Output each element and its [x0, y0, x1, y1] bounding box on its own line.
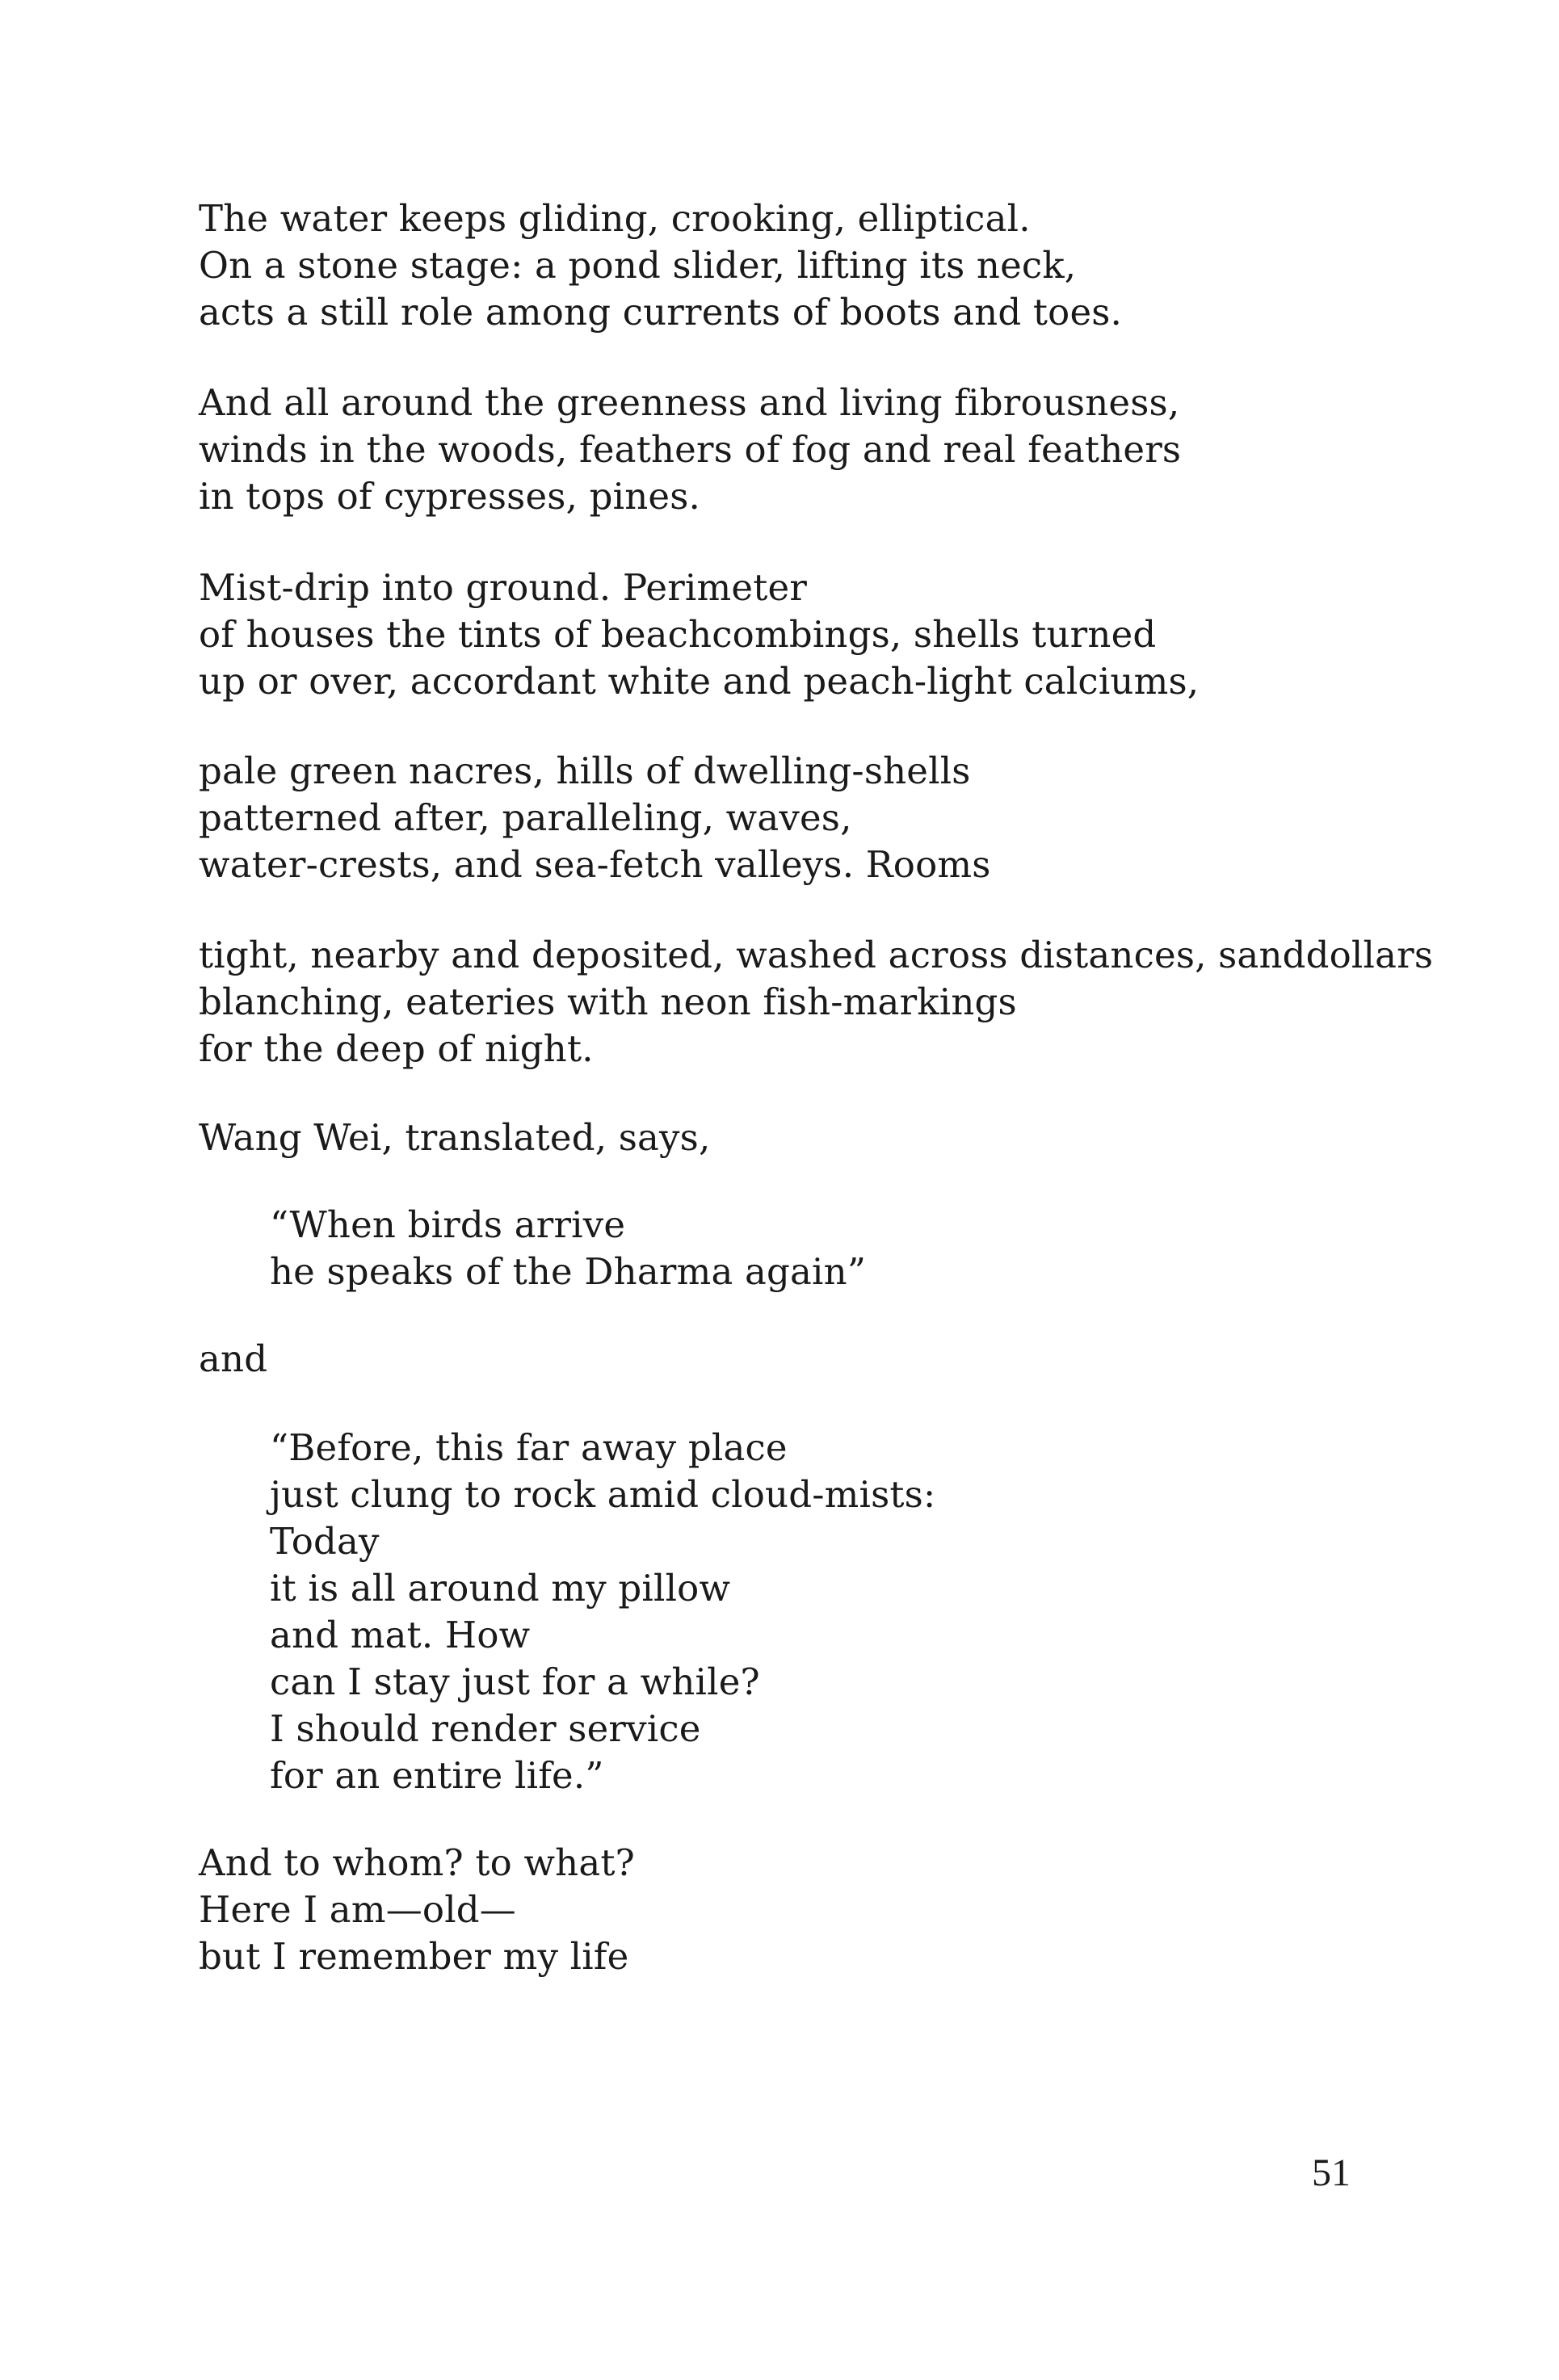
quote-1	[270, 1202, 866, 1295]
poem-line: Wang Wei, translated, says,	[199, 1116, 711, 1159]
quote-line: “When birds arrive	[270, 1203, 626, 1246]
poem-line: blanching, eateries with neon fish-markings	[199, 980, 1017, 1023]
poem-line: water-crests, and sea-fetch valleys. Rooms	[199, 843, 991, 886]
poem-line: pale green nacres, hills of dwelling-shells	[199, 749, 971, 792]
poem-line: tight, nearby and deposited, washed across distances, sanddollars	[199, 934, 1434, 976]
poem-line: in tops of cypresses, pines.	[199, 475, 701, 518]
stanza-final	[199, 1840, 635, 1980]
connector-line	[199, 1336, 267, 1383]
stanza-4	[199, 748, 991, 888]
poem-line: Mist-drip into ground. Perimeter	[199, 566, 808, 609]
quote-2	[270, 1425, 935, 1799]
quote-line: it is all around my pillow	[270, 1567, 731, 1610]
quote-line: Today	[270, 1520, 380, 1563]
stanza-6	[199, 1114, 710, 1161]
page-number: 51	[1312, 2151, 1351, 2194]
poem-line: of houses the tints of beachcombings, shells turned	[199, 613, 1157, 656]
quote-line: and mat. How	[270, 1614, 531, 1656]
poem-line: and	[199, 1337, 268, 1380]
poem-line: winds in the woods, feathers of fog and real feathers	[199, 428, 1182, 471]
quote-line: I should render service	[270, 1707, 701, 1750]
poem-line: Here I am—old—	[199, 1888, 516, 1931]
poem-line: but I remember my life	[199, 1935, 629, 1978]
poem-line: On a stone stage: a pond slider, lifting its neck,	[199, 244, 1077, 287]
quote-line: he speaks of the Dharma again”	[270, 1250, 867, 1293]
quote-line: just clung to rock amid cloud-mists:	[270, 1473, 936, 1516]
poem-line: acts a still role among currents of boots and toes.	[199, 291, 1123, 334]
poem-line: up or over, accordant white and peach-light calciums,	[199, 660, 1200, 703]
stanza-2	[199, 380, 1181, 520]
quote-line: can I stay just for a while?	[270, 1660, 760, 1703]
poem-line: The water keeps gliding, crooking, elliptical.	[199, 197, 1031, 240]
stanza-5	[199, 932, 1433, 1072]
stanza-3	[199, 565, 1199, 705]
stanza-1	[199, 195, 1122, 336]
poem-line: And all around the greenness and living fibrousness,	[199, 381, 1180, 424]
quote-line: “Before, this far away place	[270, 1426, 788, 1469]
poem-line: And to whom? to what?	[199, 1841, 635, 1884]
poem-line: patterned after, paralleling, waves,	[199, 796, 852, 839]
poem-line: for the deep of night.	[199, 1027, 594, 1070]
quote-line: for an entire life.”	[270, 1754, 604, 1797]
